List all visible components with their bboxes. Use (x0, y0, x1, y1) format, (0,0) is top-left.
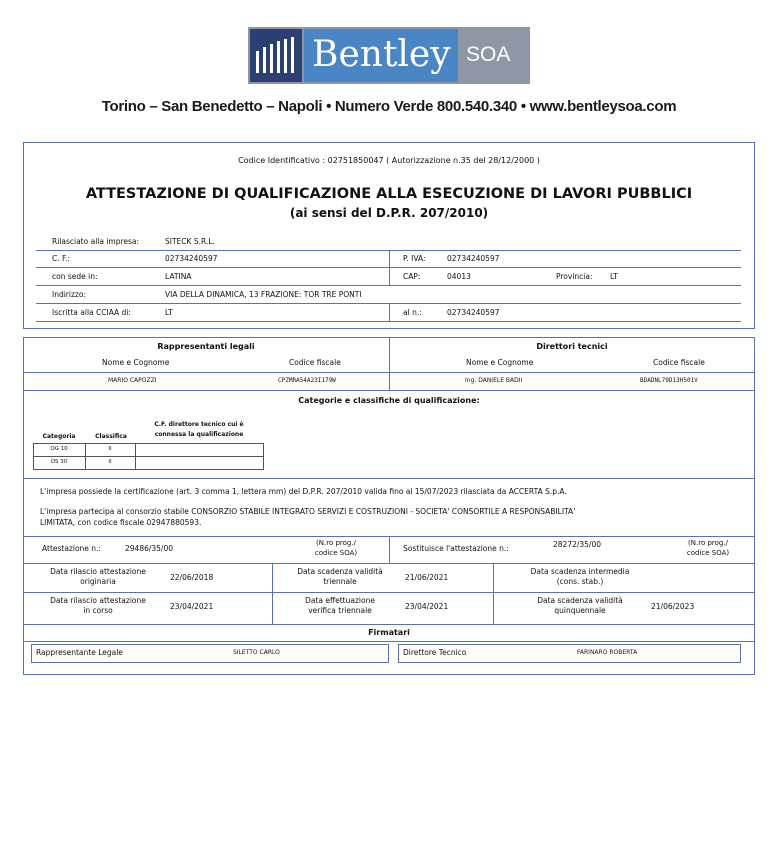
sede-value: LATINA (165, 272, 192, 281)
scadenza-triennale-line2: triennale (323, 577, 357, 586)
nro-prog-line1: (N.ro prog./ (316, 539, 356, 547)
cap-value: 04013 (447, 272, 471, 281)
legal-reps-header: Rappresentanti legali (157, 342, 255, 351)
rilascio-originaria-line1: Data rilascio attestazione (50, 567, 146, 576)
col-cf-line2: connessa la qualificazione (154, 431, 244, 438)
scadenza-intermedia-line1: Data scadenza intermedia (530, 567, 630, 576)
certification-text: L'impresa possiede la certificazione (art. 3 comma 1, lettera mm) del D.P.R. 207/2010 valida fino al 15/07/2023 rilasciata da ACCERTA S.p.A. (40, 487, 567, 496)
provincia-label: Provincia: (556, 272, 593, 281)
tech-signatory-value: FARINARO ROBERTA (577, 649, 638, 656)
attestazione-value: 29486/35/00 (125, 544, 173, 553)
legal-rep-cf: CPZMRA54A23I179W (278, 377, 336, 384)
legal-cf-col: Codice fiscale (289, 358, 341, 367)
scadenza-triennale-line1: Data scadenza validità (297, 567, 383, 576)
category-class: II (108, 446, 112, 452)
legal-signatory-label: Rappresentante Legale (36, 648, 123, 657)
cciaa-value: LT (165, 308, 173, 317)
nro-prog2-line1: (N.ro prog./ (688, 539, 728, 547)
logo-columns-icon (250, 29, 302, 82)
scadenza-quinquennale-value: 21/06/2023 (651, 602, 695, 611)
tech-dir-cf: BDADNL79D13H501V (640, 377, 698, 384)
col-cf-line1: C.F. direttore tecnico cui è (154, 421, 244, 428)
consorzio-line2: LIMITATA, con codice fiscale 02947880593. (40, 518, 202, 527)
scadenza-quinquennale-line1: Data scadenza validità (537, 596, 623, 605)
piva-value: 02734240597 (447, 254, 500, 263)
rilascio-in-corso-value: 23/04/2021 (170, 602, 214, 611)
cf-value: 02734240597 (165, 254, 218, 263)
bentley-soa-logo (248, 27, 530, 84)
attestazione-label: Attestazione n.: (42, 544, 101, 553)
document-title: ATTESTAZIONE DI QUALIFICAZIONE ALLA ESECUZIONE DI LAVORI PUBBLICI (85, 186, 693, 202)
scadenza-triennale-value: 21/06/2021 (405, 573, 449, 582)
col-categoria: Categoria (42, 433, 76, 440)
codice-identificativo: Codice Identificativo : 02751850047 ( Autorizzazione n.35 del 28/12/2000 ) (238, 156, 540, 165)
tech-directors-header: Direttori tecnici (536, 342, 608, 351)
categories-header: Categorie e classifiche di qualificazione: (298, 396, 480, 405)
rilascio-originaria-value: 22/06/2018 (170, 573, 214, 582)
tech-signatory-label: Direttore Tecnico (403, 648, 467, 657)
verifica-triennale-line2: verifica triennale (308, 606, 372, 615)
sede-label: con sede in: (52, 272, 98, 281)
legal-signatory-value: SILETTO CARLO (233, 649, 280, 656)
nro-prog2-line2: codice SOA) (686, 549, 730, 557)
legal-rep-name: MARIO CAPOZZI (108, 377, 157, 384)
cciaa-label: Iscritta alla CCIAA di: (52, 308, 131, 317)
rilasciato-value: SITECK S.R.L. (165, 237, 215, 246)
indirizzo-value: VIA DELLA DINAMICA, 13 FRAZIONE: TOR TRE PONTI (165, 290, 362, 299)
cap-label: CAP: (403, 272, 421, 281)
category-code: OS 30 (50, 459, 68, 465)
aln-label: al n.: (403, 308, 422, 317)
cf-label: C. F.: (52, 254, 71, 263)
piva-label: P. IVA: (403, 254, 426, 263)
verifica-triennale-line1: Data effettuazione (305, 596, 375, 605)
signatories-header: Firmatari (368, 628, 410, 637)
indirizzo-label: Indirizzo: (52, 290, 86, 299)
scadenza-intermedia-line2: (cons. stab.) (556, 577, 604, 586)
consorzio-line1: L'impresa partecipa al consorzio stabile CONSORZIO STABILE INTEGRATO SERVIZI E COSTRUZIONI - SOCIETA' CONSORTILE A RESPONSABILITA' (40, 507, 576, 516)
scadenza-quinquennale-line2: quinquennale (554, 606, 606, 615)
rilascio-in-corso-line2: in corso (83, 606, 113, 615)
sostituisce-value: 28272/35/00 (553, 540, 601, 549)
identity-section (23, 142, 755, 329)
col-classifica: Classifica (95, 433, 127, 440)
tech-dir-name: Ing. DANIELE BADII (465, 377, 523, 384)
category-class: II (108, 459, 112, 465)
tech-name-col: Nome e Cognome (466, 358, 534, 367)
aln-value: 02734240597 (447, 308, 500, 317)
contact-line: Torino – San Benedetto – Napoli • Numero Verde 800.540.340 • www.bentleysoa.com (101, 98, 677, 115)
logo-brand-text: Bentley (312, 34, 451, 75)
rilascio-in-corso-line1: Data rilascio attestazione (50, 596, 146, 605)
rilasciato-label: Rilasciato alla impresa: (52, 237, 140, 246)
document-subtitle: (ai sensi del D.P.R. 207/2010) (289, 206, 489, 220)
sostituisce-label: Sostituisce l'attestazione n.: (403, 544, 509, 553)
rilascio-originaria-line2: originaria (80, 577, 116, 586)
tech-cf-col: Codice fiscale (653, 358, 705, 367)
nro-prog-line2: codice SOA) (314, 549, 358, 557)
verifica-triennale-value: 23/04/2021 (405, 602, 449, 611)
logo-soa-text: SOA (466, 43, 511, 66)
category-code: OG 10 (50, 446, 68, 452)
provincia-value: LT (610, 272, 618, 281)
legal-name-col: Nome e Cognome (102, 358, 170, 367)
